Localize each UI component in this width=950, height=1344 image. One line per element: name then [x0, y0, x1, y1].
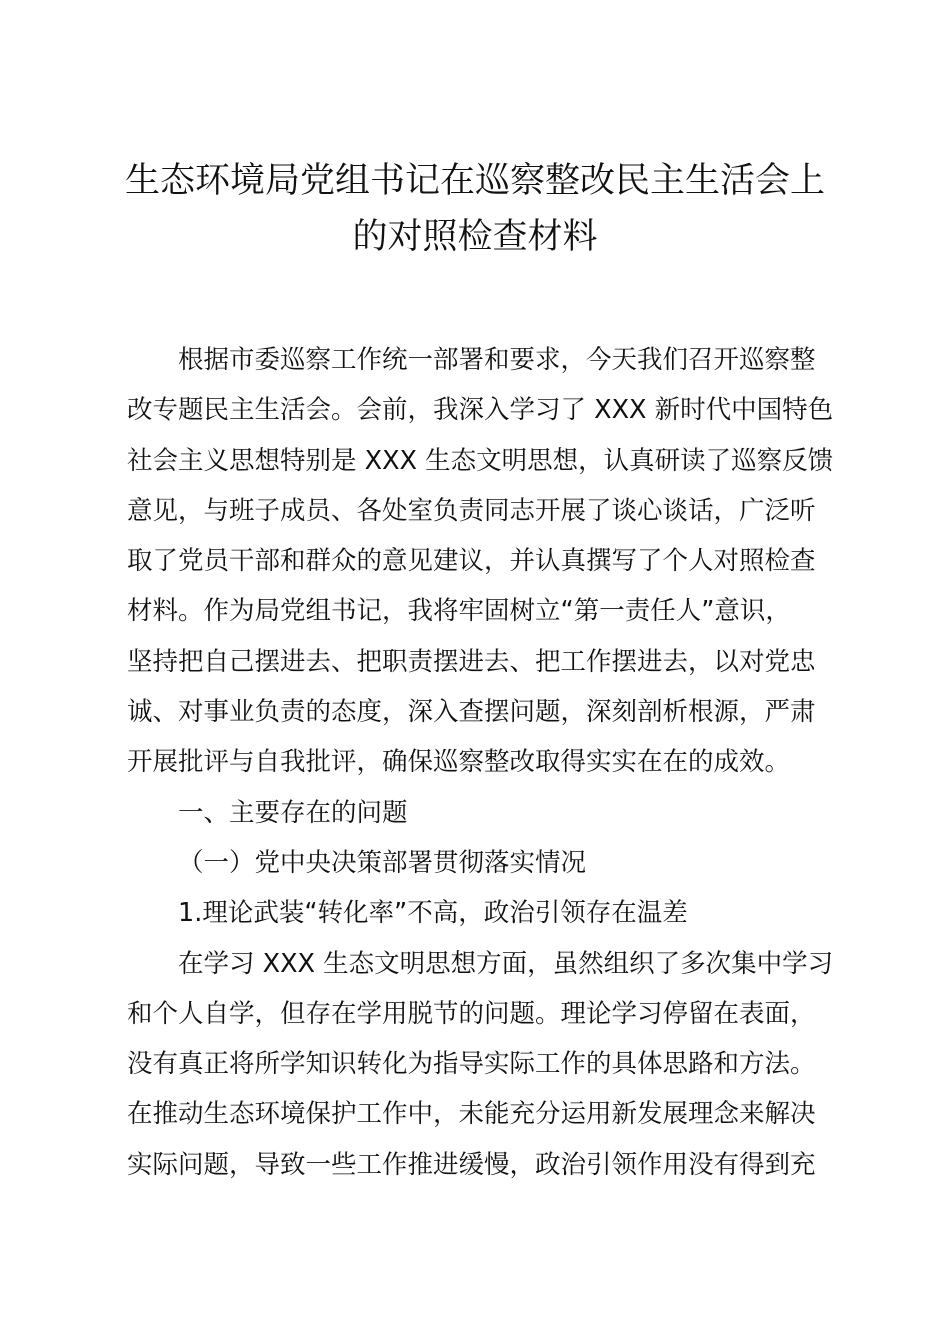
title-line-2: 的对照检查材料: [352, 217, 598, 257]
paragraph-line: 开展批评与自我批评，确保巡察整改取得实实在在的成效。: [127, 747, 791, 778]
paragraph-line: 诚、对事业负责的态度，深入查摆问题，深刻剖析根源，严肃: [127, 697, 816, 728]
document-body: [127, 335, 833, 1190]
document-title: [110, 153, 840, 265]
paragraph-line: 社会主义思想特别是 XXX 生态文明思想，认真研读了巡察反馈: [127, 445, 833, 476]
paragraph-line: 没有真正将所学知识转化为指导实际工作的具体思路和方法。: [127, 1049, 816, 1080]
paragraph-line: 改专题民主生活会。会前，我深入学习了 XXX 新时代中国特色: [127, 395, 833, 426]
paragraph-line: 意见，与班子成员、各处室负责同志开展了谈心谈话，广泛听: [127, 495, 816, 526]
paragraph-line: 在推动生态环境保护工作中，未能充分运用新发展理念来解决: [127, 1099, 816, 1130]
paragraph-line: 和个人自学，但存在学用脱节的问题。理论学习停留在表面，: [127, 998, 816, 1029]
section-heading: 一、主要存在的问题: [178, 797, 408, 828]
paragraph-line: 实际问题，导致一些工作推进缓慢，政治引领作用没有得到充: [127, 1149, 816, 1180]
paragraph-line: 取了党员干部和群众的意见建议，并认真撰写了个人对照检查: [127, 546, 816, 577]
paragraph-line: 在学习 XXX 生态文明思想方面，虽然组织了多次集中学习: [178, 948, 833, 979]
item-heading: 1.理论武装“转化率”不高，政治引领存在温差: [178, 898, 688, 929]
paragraph-line: 根据市委巡察工作统一部署和要求，今天我们召开巡察整: [178, 345, 816, 375]
paragraph-line: 坚持把自己摆进去、把职责摆进去、把工作摆进去，以对党忠: [127, 646, 816, 677]
title-line-1: 生态环境局党组书记在巡察整改民主生活会上: [124, 161, 825, 201]
paragraph-line: 材料。作为局党组书记，我将牢固树立“第一责任人”意识，: [127, 596, 791, 627]
subsection-heading: （一）党中央决策部署贯彻落实情况: [178, 847, 587, 878]
